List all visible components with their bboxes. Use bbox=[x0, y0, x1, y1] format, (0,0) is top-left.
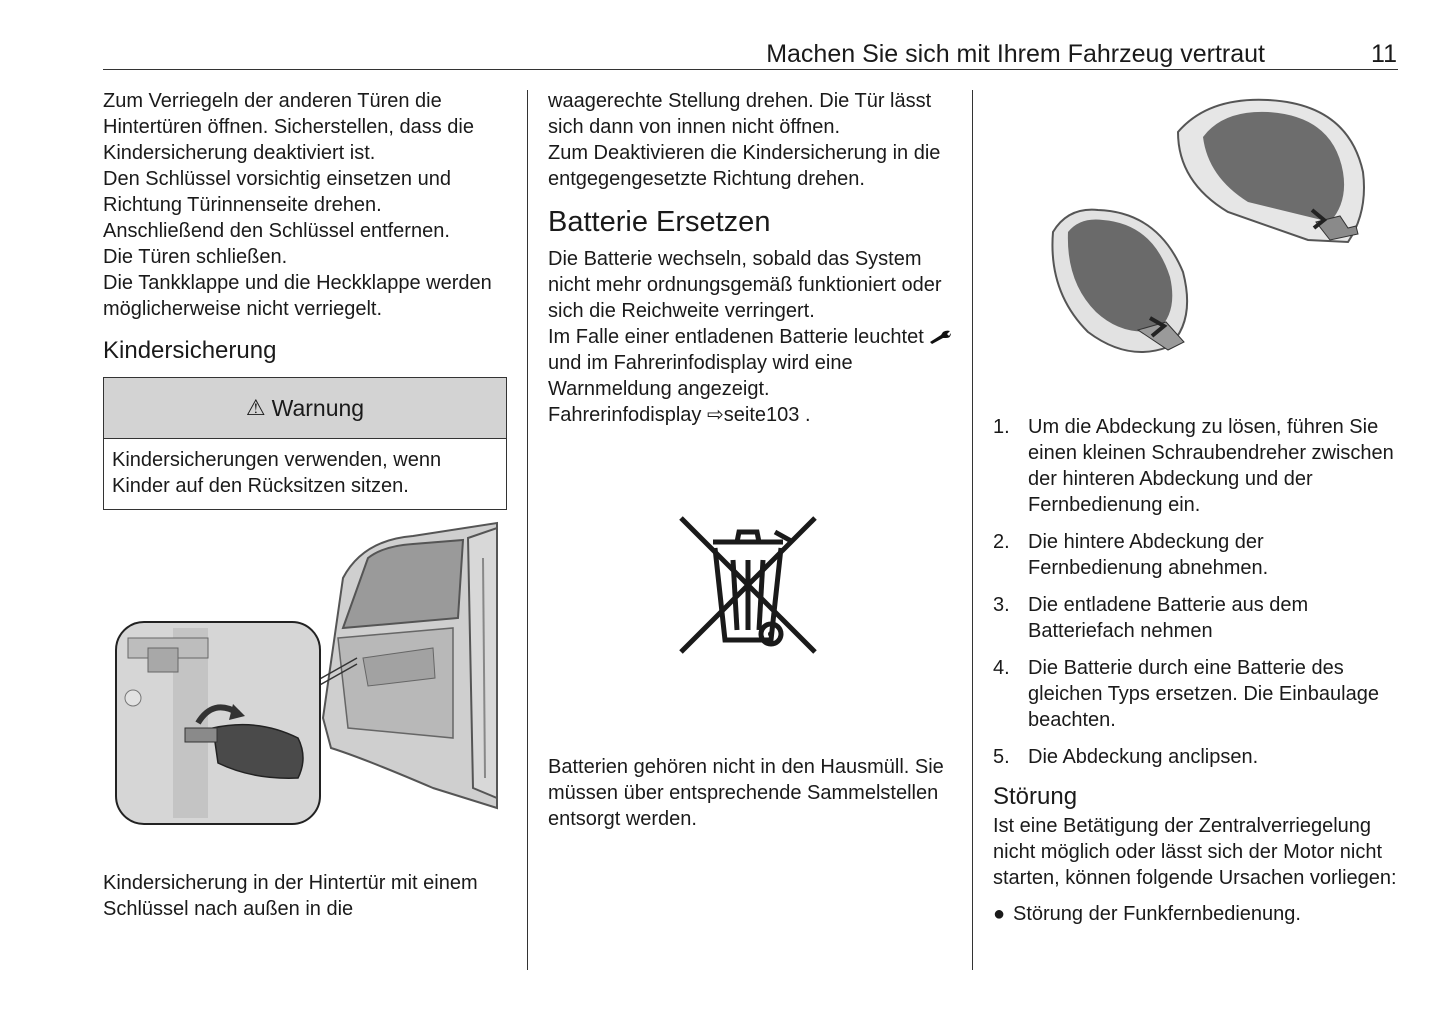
paragraph: Die Türen schließen. bbox=[103, 246, 288, 268]
step-number: 5. bbox=[993, 746, 1010, 768]
warning-triangle-icon: ⚠ bbox=[245, 395, 266, 420]
steps-list bbox=[993, 414, 1403, 770]
chapter-title: Machen Sie sich mit Ihrem Fahrzeug vertraut bbox=[766, 40, 1265, 68]
step-text: Die Batterie durch eine Batterie des gleichen Typs ersetzen. Die Einbaulage beachten. bbox=[1028, 657, 1379, 731]
list-item bbox=[993, 901, 1403, 927]
wrench-icon bbox=[929, 330, 951, 344]
paragraph: Anschließend den Schlüssel entfernen. bbox=[103, 220, 450, 242]
step-text: Um die Abdeckung zu lösen, führen Sie einen kleinen Schraubendreher zwischen der hinteren Abdeckung und der Fernbedienung ein. bbox=[1028, 416, 1394, 516]
step-number: 3. bbox=[993, 594, 1010, 616]
paragraph: Den Schlüssel vorsichtig einsetzen und Richtung Türinnenseite drehen. bbox=[103, 168, 451, 216]
cross-reference bbox=[548, 402, 958, 428]
column-3 bbox=[993, 414, 1403, 927]
step-number: 4. bbox=[993, 657, 1010, 679]
bullet-text: Störung der Funkfernbedienung. bbox=[1013, 903, 1301, 925]
step-text: Die entladene Batterie aus dem Batteriefach nehmen bbox=[1028, 594, 1309, 642]
list-item bbox=[993, 592, 1403, 644]
list-item bbox=[993, 529, 1403, 581]
step-text: Die hintere Abdeckung der Fernbedienung abnehmen. bbox=[1028, 531, 1269, 579]
reference-label: Fahrerinfodisplay bbox=[548, 404, 702, 426]
crossed-bin-icon bbox=[675, 512, 821, 658]
column-2 bbox=[548, 88, 958, 428]
warning-text: Kindersicherungen verwenden, wenn Kinder auf den Rücksitzen sitzen. bbox=[112, 449, 442, 497]
warning-header bbox=[104, 378, 506, 439]
warning-title: Warnung bbox=[271, 395, 365, 421]
reference-end: . bbox=[804, 404, 811, 426]
bullet-icon: ● bbox=[993, 903, 1006, 925]
key-fob-illustration bbox=[1018, 92, 1374, 372]
section-heading: Batterie Ersetzen bbox=[548, 206, 771, 238]
step-number: 2. bbox=[993, 531, 1010, 553]
column-1 bbox=[103, 88, 513, 510]
child-lock-illustration bbox=[113, 518, 498, 830]
paragraph: Die Tankklappe und die Heckklappe werden möglicherweise nicht verriegelt. bbox=[103, 272, 492, 320]
paragraph: Zum Verriegeln der anderen Türen die Hintertüren öffnen. Sicherstellen, dass die Kindersicherung deaktiviert ist. bbox=[103, 90, 474, 164]
warning-box bbox=[103, 377, 507, 510]
column-divider-2 bbox=[972, 90, 973, 970]
paragraph-text: Im Falle einer entladenen Batterie leuchtet bbox=[548, 326, 924, 348]
page-number: 11 bbox=[1371, 40, 1397, 68]
section-heading: Störung bbox=[993, 783, 1078, 810]
column-divider-1 bbox=[527, 90, 528, 970]
paragraph bbox=[548, 324, 958, 402]
list-item bbox=[993, 414, 1403, 518]
bullet-list bbox=[993, 901, 1403, 927]
section-heading: Kindersicherung bbox=[103, 337, 277, 364]
step-number: 1. bbox=[993, 416, 1010, 438]
list-item bbox=[993, 744, 1403, 770]
list-item bbox=[993, 655, 1403, 733]
arrow-icon: ⇨ bbox=[706, 404, 724, 426]
page-link[interactable]: seite103 bbox=[723, 404, 800, 426]
paragraph: Ist eine Betätigung der Zentralverriegelung nicht möglich oder lässt sich der Motor nicht starten, können folgende Ursachen vorliegen: bbox=[993, 815, 1397, 889]
paragraph: waagerechte Stellung drehen. Die Tür lässt sich dann von innen nicht öffnen. bbox=[548, 90, 932, 138]
disposal-note: Batterien gehören nicht in den Hausmüll. Sie müssen über entsprechende Sammelstellen entsorgt werden. bbox=[548, 756, 944, 830]
paragraph: Die Batterie wechseln, sobald das System nicht mehr ordnungsgemäß funktioniert oder sich die Reichweite verringert. bbox=[548, 248, 942, 322]
figure-caption: Kindersicherung in der Hintertür mit einem Schlüssel nach außen in die bbox=[103, 872, 478, 920]
step-text: Die Abdeckung anclipsen. bbox=[1028, 746, 1259, 768]
paragraph-text: und im Fahrerinfodisplay wird eine Warnmeldung angezeigt. bbox=[548, 352, 853, 400]
header-rule bbox=[103, 69, 1398, 70]
paragraph: Zum Deaktivieren die Kindersicherung in die entgegengesetzte Richtung drehen. bbox=[548, 142, 941, 190]
